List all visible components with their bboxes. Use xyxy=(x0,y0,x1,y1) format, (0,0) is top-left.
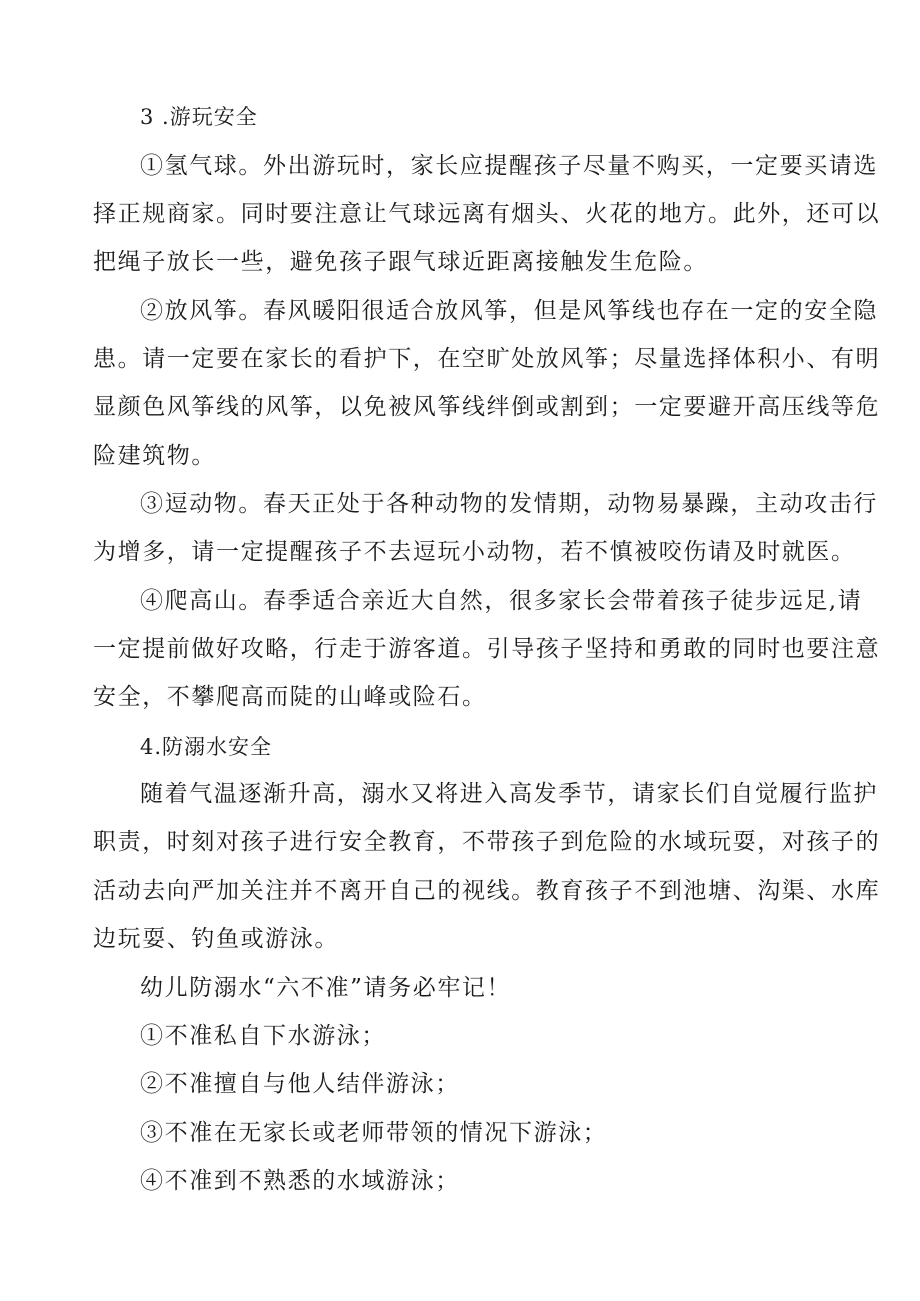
rule-item-4: ④不准到不熟悉的水域游泳； xyxy=(140,1168,460,1194)
drowning-paragraph-line-2: 职责，时刻对孩子进行安全教育，不带孩子到危险的水域玩耍，对孩子的 xyxy=(93,829,881,855)
rule-item-2: ②不准擅自与他人结伴游泳； xyxy=(140,1071,460,1097)
kite-paragraph-line-3: 显颜色风筝线的风筝，以免被风筝线绊倒或割到；一定要避开高压线等危 xyxy=(93,394,881,420)
rule-item-1: ①不准私自下水游泳； xyxy=(140,1023,386,1049)
drowning-paragraph-line-4: 边玩耍、钓鱼或游泳。 xyxy=(93,926,339,952)
rule-item-3: ③不准在无家长或老师带领的情况下游泳； xyxy=(140,1120,608,1146)
drowning-paragraph-line-1: 随着气温逐渐升高，溺水又将进入高发季节，请家长们自觉履行监护 xyxy=(140,781,878,807)
climbing-paragraph-line-1: ④爬高山。春季适合亲近大自然，很多家长会带着孩子徒步远足,请 xyxy=(140,588,863,614)
balloon-paragraph-line-1: ①氢气球。外出游玩时，家长应提醒孩子尽量不购买，一定要买请选 xyxy=(140,153,878,179)
climbing-paragraph-line-3: 安全，不攀爬高而陡的山峰或险石。 xyxy=(93,684,487,710)
climbing-paragraph-line-2: 一定提前做好攻略，行走于游客道。引导孩子坚持和勇敢的同时也要注意 xyxy=(93,636,881,662)
animals-paragraph-line-2: 为增多，请一定提醒孩子不去逗玩小动物，若不慎被咬伤请及时就医。 xyxy=(93,539,856,565)
rules-intro: 幼儿防溺水“六不准”请务必牢记！ xyxy=(140,975,512,1001)
section-3-heading: 3 .游玩安全 xyxy=(140,105,258,129)
drowning-paragraph-line-3: 活动去向严加关注并不离开自己的视线。教育孩子不到池塘、沟渠、水库 xyxy=(93,878,881,904)
balloon-paragraph-line-3: 把绳子放长一些，避免孩子跟气球近距离接触发生危险。 xyxy=(93,249,708,275)
animals-paragraph-line-1: ③逗动物。春天正处于各种动物的发情期，动物易暴躁，主动攻击行 xyxy=(140,491,878,517)
section-4-heading: 4.防溺水安全 xyxy=(140,735,273,759)
kite-paragraph-line-2: 患。请一定要在家长的看护下，在空旷处放风筝；尽量选择体积小、有明 xyxy=(93,346,881,372)
kite-paragraph-line-1: ②放风筝。春风暖阳很适合放风筝，但是风筝线也存在一定的安全隐 xyxy=(140,298,878,324)
kite-paragraph-line-4: 险建筑物。 xyxy=(93,443,216,469)
balloon-paragraph-line-2: 择正规商家。同时要注意让气球远离有烟头、火花的地方。此外，还可以 xyxy=(93,201,881,227)
